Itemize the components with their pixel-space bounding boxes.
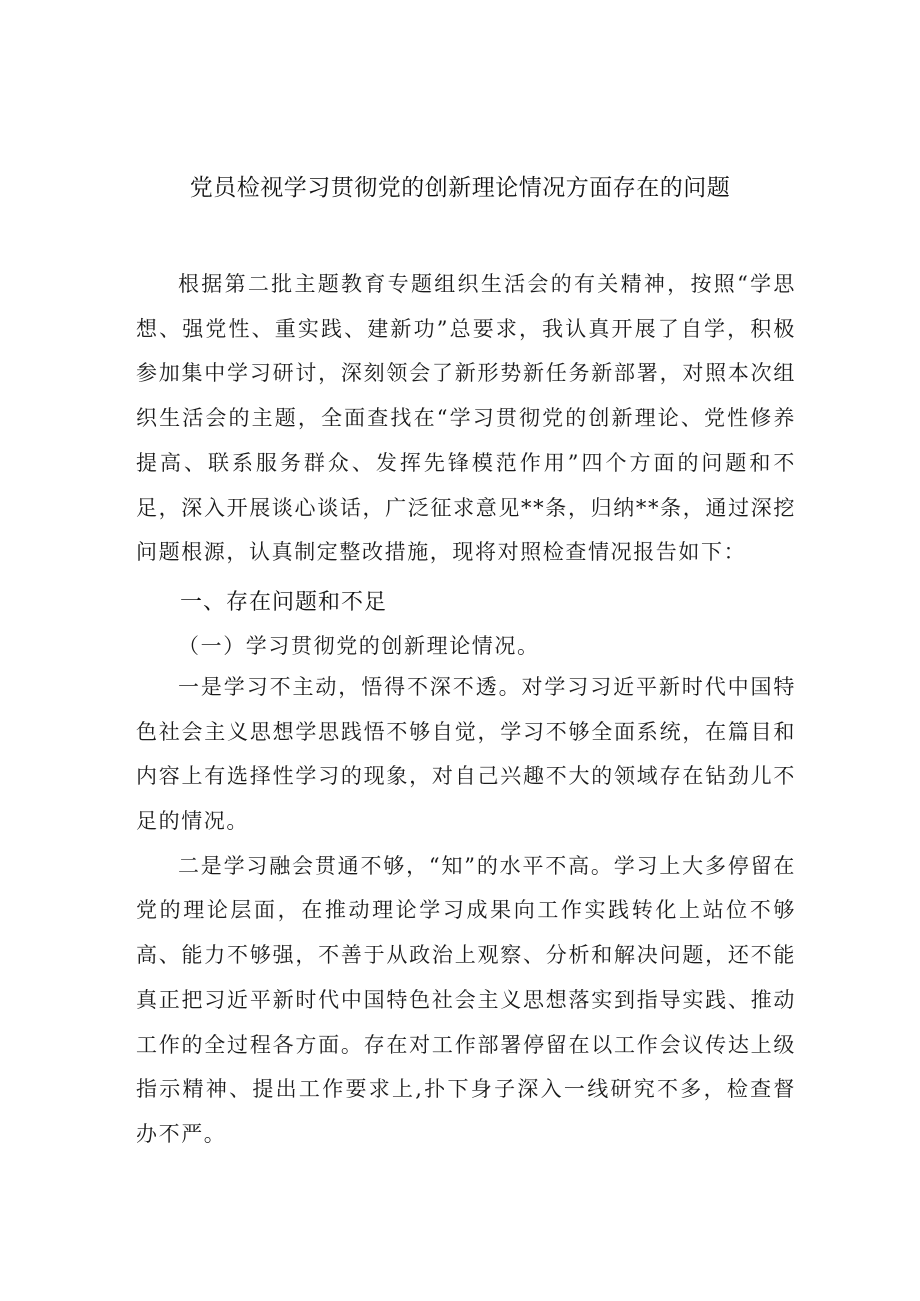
subsection-heading: （一）学习贯彻党的创新理论情况。 bbox=[178, 633, 540, 658]
section-heading: 一、存在问题和不足 bbox=[180, 589, 388, 615]
point-one-paragraph: 一是学习不主动，悟得不深不透。对学习习近平新时代中国特色社会主义思想学思践悟不够自觉，学习不够全面系统，在篇目和内容上有选择性学习的现象，对自己兴趣不大的领域存在钻劲儿不足的情况。 bbox=[136, 674, 796, 834]
intro-paragraph: 根据第二批主题教育专题组织生活会的有关精神，按照“学思想、强党性、重实践、建新功”总要求，我认真开展了自学，积极参加集中学习研讨，深刻领会了新形势新任务新部署，对照本次组织生活会的主题，全面查找在“学习贯彻党的创新理论、党性修养提高、联系服务群众、发挥先锋模范作用”四个方面的问题和不足，深入开展谈心谈话，广泛征求意见**条，归纳**条，通过深挖问题根源，认真制定整改措施，现将对照检查情况报告如下： bbox=[136, 272, 796, 565]
document-body bbox=[136, 262, 796, 1157]
document-title: 党员检视学习贯彻党的创新理论情况方面存在的问题 bbox=[189, 175, 731, 201]
point-two-paragraph: 二是学习融会贯通不够，“知”的水平不高。学习上大多停留在党的理论层面，在推动理论学习成果向工作实践转化上站位不够高、能力不够强，不善于从政治上观察、分析和解决问题，还不能真正把习近平新时代中国特色社会主义思想落实到指导实践、推动工作的全过程各方面。存在对工作部署停留在以工作会议传达上级指示精神、提出工作要求上,扑下身子深入一线研究不多，检查督办不严。 bbox=[136, 853, 796, 1146]
